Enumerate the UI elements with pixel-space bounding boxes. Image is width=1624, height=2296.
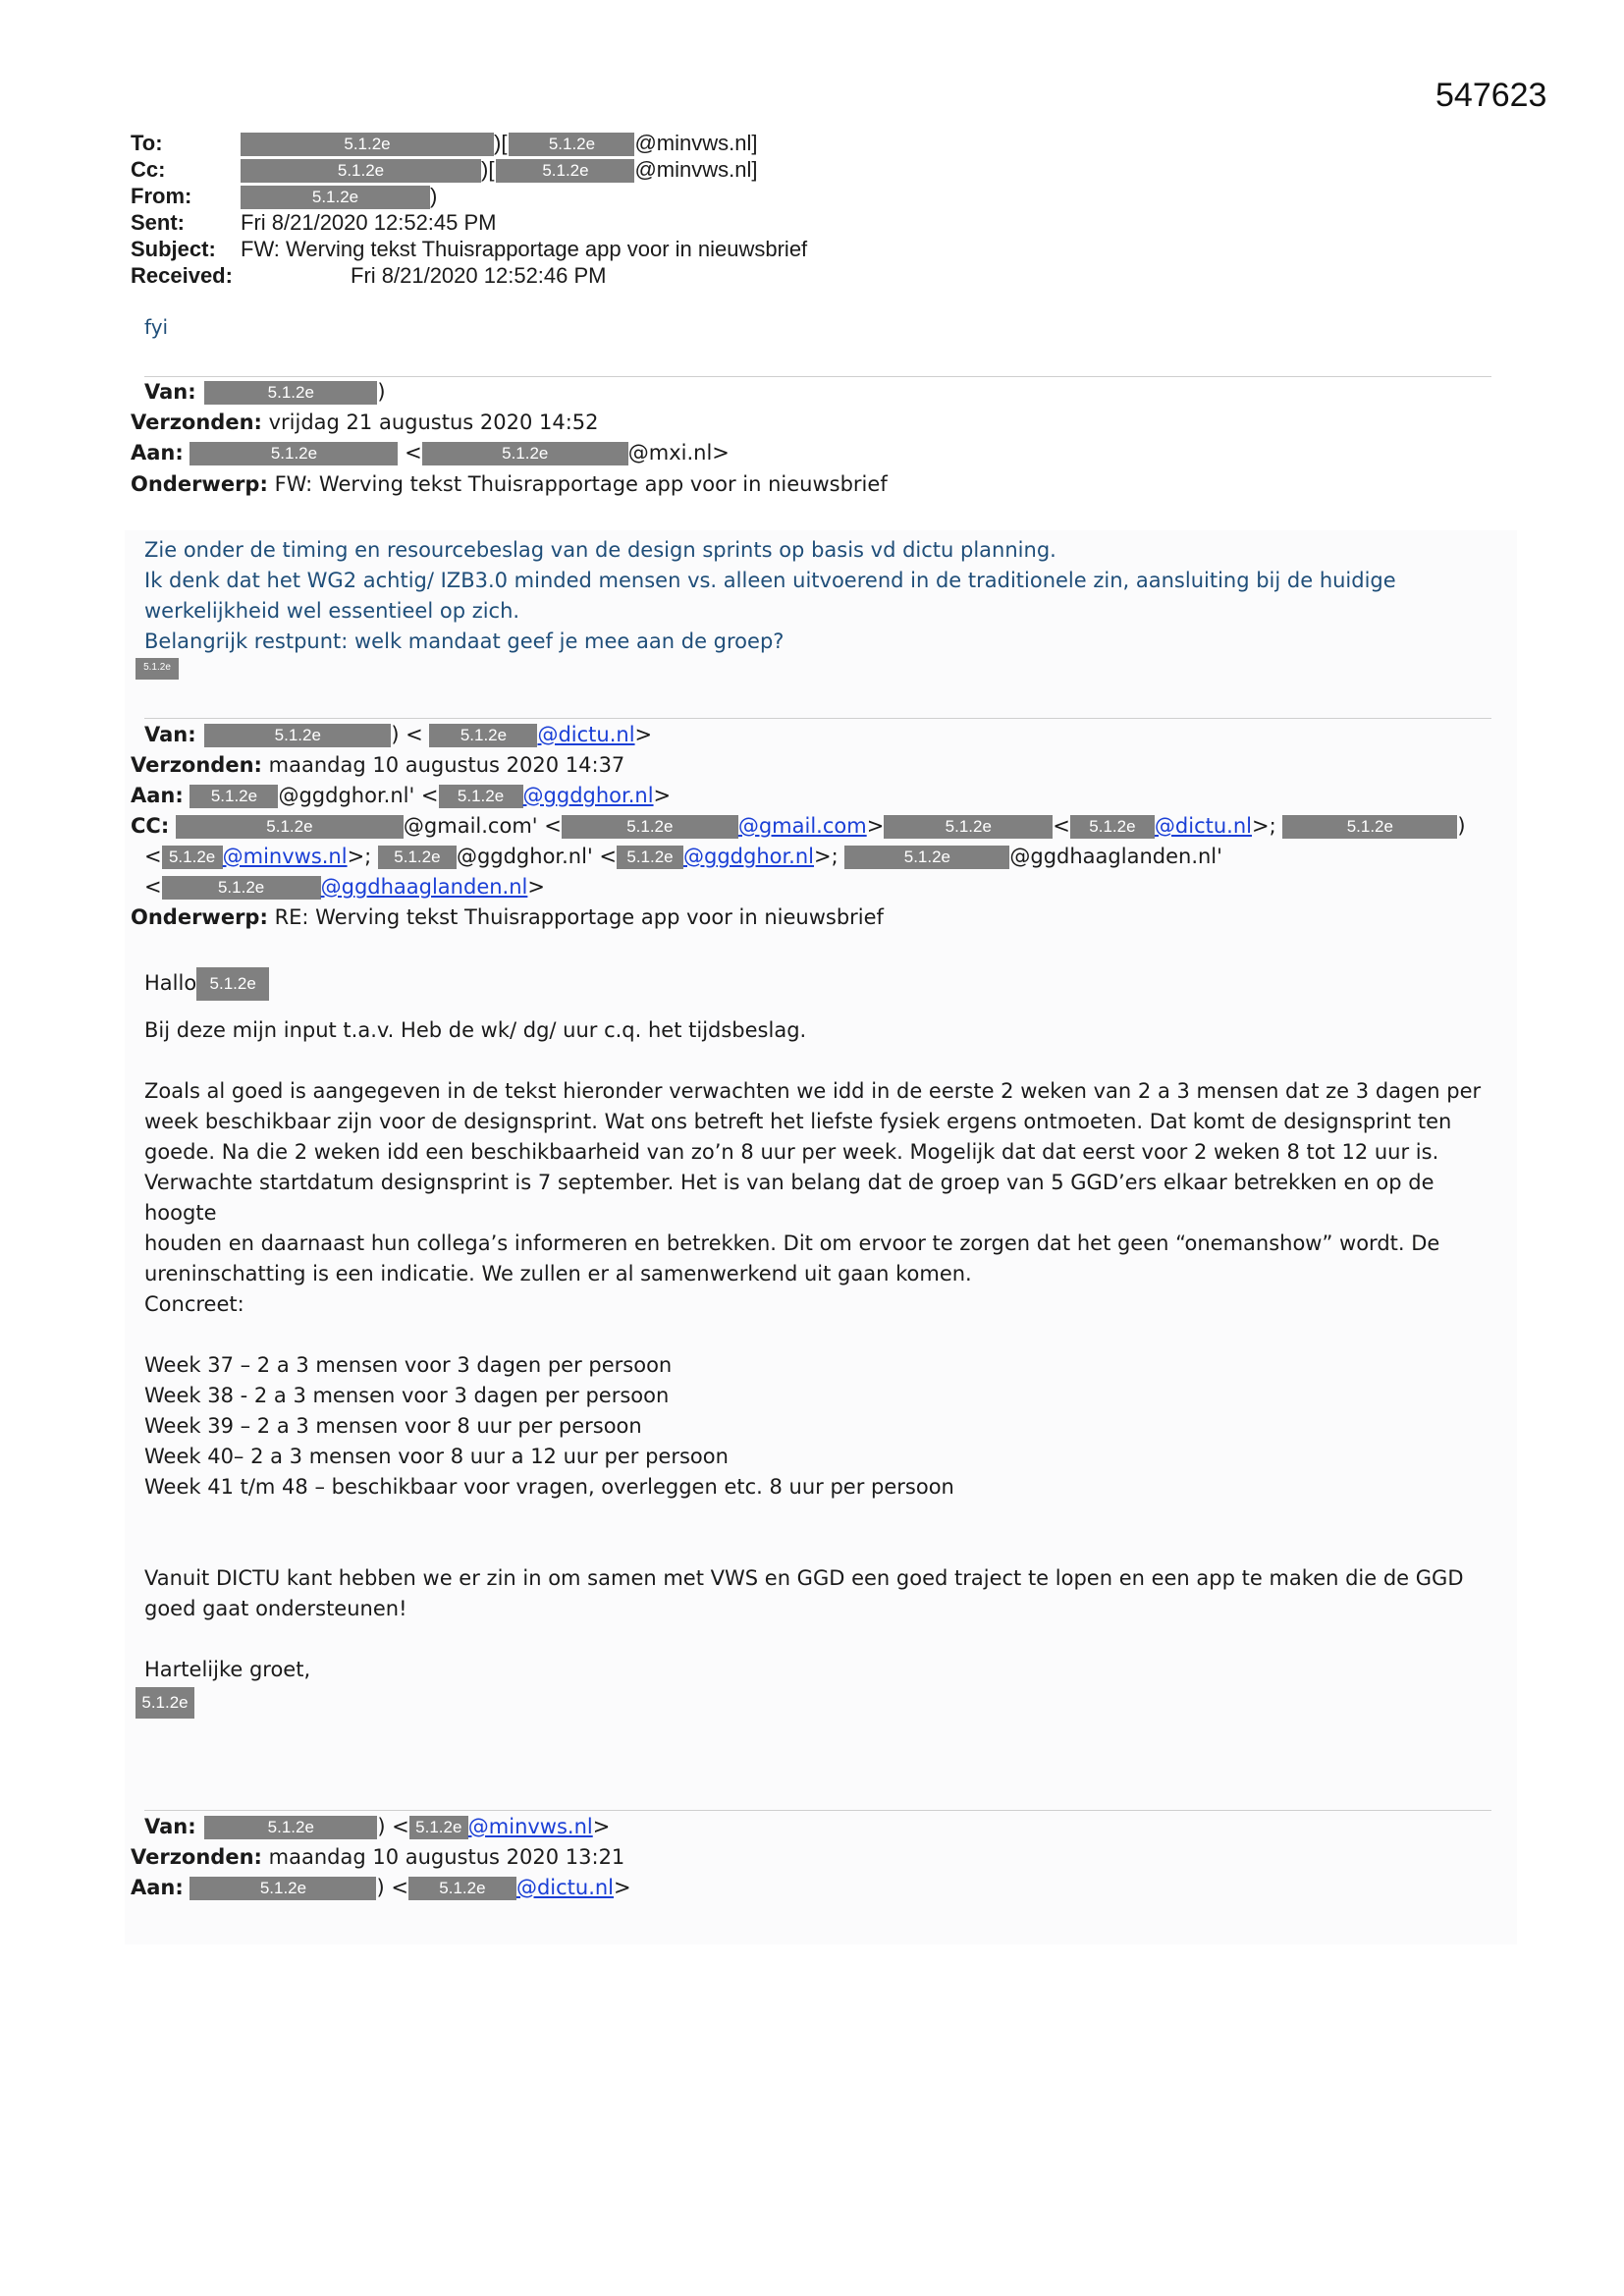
redaction: 5.1.2e (135, 1687, 194, 1719)
received-value: Fri 8/21/2020 12:52:46 PM (351, 263, 607, 288)
greeting: Hallo 5.1.2e (144, 967, 269, 1001)
msg2-verzonden-row: Verzonden: maandag 10 augustus 2020 14:37 (131, 753, 625, 777)
document-number: 547623 (1435, 77, 1547, 114)
msg1-van-row: Van: 5.1.2e ) (144, 380, 386, 404)
email-link[interactable]: @dictu.nl (1154, 814, 1252, 838)
redaction: 5.1.2e (176, 815, 404, 839)
email-link[interactable]: @minvws.nl (467, 1815, 593, 1838)
to-domain: @minvws.nl] (634, 131, 758, 155)
redaction: 5.1.2e (1282, 815, 1457, 839)
msg1-body: Zie onder de timing en resourcebeslag van de design sprints op basis vd dictu planning. Ik denk dat het WG2 achtig/ IZB3.0 minded mensen vs. alleen uitvoerend in de traditionele zin, aansluiting bij de huidige werkelijkheid wel essentieel op zich. Belangrijk restpunt: welk mandaat geef je mee aan de groep? (144, 538, 1396, 653)
week-schedule (144, 1350, 1499, 1503)
redaction: 5.1.2e (1070, 815, 1155, 839)
subject-value: FW: Werving tekst Thuisrapportage app voor in nieuwsbrief (241, 237, 808, 261)
closing-paragraph: Vanuit DICTU kant hebben we er zin in om samen met VWS en GGD een goed traject te lopen en een app te maken die de GGD goed gaat ondersteunen! (144, 1566, 1464, 1620)
msg2-aan-row: Aan: 5.1.2e @ggdghor.nl' < 5.1.2e @ggdghor.nl> (131, 784, 672, 807)
redaction: 5.1.2e (884, 815, 1053, 839)
redaction: 5.1.2e (241, 133, 494, 156)
redaction: 5.1.2e (241, 186, 430, 209)
msg2-van-row: Van: 5.1.2e ) < 5.1.2e @dictu.nl> (144, 723, 653, 746)
msg2-onderwerp-row: Onderwerp: RE: Werving tekst Thuisrapportage app voor in nieuwsbrief (131, 905, 884, 929)
email-link[interactable]: @ggdghor.nl (522, 784, 654, 807)
separator (144, 718, 1491, 719)
redaction: 5.1.2e (562, 815, 738, 839)
redaction: 5.1.2e (408, 1877, 516, 1900)
msg3-aan-row: Aan: 5.1.2e ) < 5.1.2e @dictu.nl> (131, 1876, 631, 1899)
planning-paragraph: Zoals al goed is aangegeven in de tekst hieronder verwachten we idd in de eerste 2 weken van 2 a 3 mensen dat ze 3 dagen per week beschikbaar zijn voor de designsprint. Wat ons betreft het liefste fysiek ergens ontmoeten. Dat komt de designsprint ten goede. Na die 2 weken idd een beschikbaarheid van zo’n 8 uur per week. Mogelijk dat dat eerst voor 2 weken 8 tot 12 uur is. Verwachte startdatum designsprint is 7 september. Het is van belang dat de groep van 5 GGD’ers elkaar betrekken en op de hoogte houden en daarnaast hun collega’s informeren en betrekken. Dit om ervoor te zorgen dat het geen “onemanshow” wordt. De ureninschatting is een indicatie. We zullen er al samenwerkend uit gaan komen. (144, 1079, 1482, 1285)
intro-paragraph: Bij deze mijn input t.a.v. Heb de wk/ dg/ uur c.q. het tijdsbeslag. (144, 1018, 807, 1042)
separator (144, 1810, 1491, 1811)
cc-label: Cc: (131, 157, 166, 182)
from-label: From: (131, 184, 192, 208)
week-item: Week 37 – 2 a 3 mensen voor 3 dagen per persoon (144, 1353, 673, 1377)
msg3-van-row: Van: 5.1.2e ) < 5.1.2e @minvws.nl> (144, 1815, 611, 1838)
redaction: 5.1.2e (496, 159, 634, 183)
to-label: To: (131, 131, 163, 155)
msg2-cc-row2: < 5.1.2e @minvws.nl>; 5.1.2e @ggdghor.nl' < 5.1.2e @ggdghor.nl>; 5.1.2e @ggdhaaglanden.nl' (144, 845, 1222, 868)
week-item: Week 38 - 2 a 3 mensen voor 3 dagen per persoon (144, 1384, 670, 1407)
redaction: 5.1.2e (189, 1877, 376, 1900)
redaction: 5.1.2e (378, 846, 457, 869)
cc-domain: @minvws.nl] (634, 157, 758, 182)
sent-value: Fri 8/21/2020 12:52:45 PM (241, 210, 497, 235)
week-item: Week 39 – 2 a 3 mensen voor 8 uur per persoon (144, 1414, 642, 1438)
email-link[interactable]: @ggdghor.nl (683, 845, 815, 868)
redaction: 5.1.2e (204, 381, 377, 405)
redaction: 5.1.2e (204, 724, 391, 747)
sent-label: Sent: (131, 210, 185, 235)
msg1-onderwerp-row: Onderwerp: FW: Werving tekst Thuisrapportage app voor in nieuwsbrief (131, 472, 888, 496)
separator (144, 376, 1491, 377)
redaction: 5.1.2e (617, 846, 683, 869)
email-link[interactable]: @ggdhaaglanden.nl (320, 875, 528, 899)
redaction: 5.1.2e (409, 1816, 468, 1839)
redaction: 5.1.2e (135, 658, 179, 680)
redaction: 5.1.2e (509, 133, 634, 156)
redaction: 5.1.2e (189, 442, 398, 465)
msg3-verzonden-row: Verzonden: maandag 10 augustus 2020 13:21 (131, 1845, 625, 1869)
redaction: 5.1.2e (429, 724, 537, 747)
redaction: 5.1.2e (241, 159, 481, 183)
msg2-cc-row1: CC: 5.1.2e @gmail.com' < 5.1.2e @gmail.com> 5.1.2e < 5.1.2e @dictu.nl>; 5.1.2e ) (131, 814, 1466, 838)
redaction: 5.1.2e (162, 846, 223, 869)
email-link[interactable]: @dictu.nl (515, 1876, 615, 1899)
email-link[interactable]: @dictu.nl (537, 723, 635, 746)
redaction: 5.1.2e (196, 967, 269, 1001)
email-link[interactable]: @gmail.com (737, 814, 867, 838)
msg2-cc-row3: < 5.1.2e @ggdhaaglanden.nl> (144, 875, 545, 899)
concreet-label: Concreet: (144, 1292, 244, 1316)
redaction: 5.1.2e (844, 846, 1009, 869)
redaction: 5.1.2e (162, 876, 321, 900)
week-item: Week 40– 2 a 3 mensen voor 8 uur a 12 uur per persoon (144, 1445, 729, 1468)
redaction: 5.1.2e (204, 1816, 377, 1839)
msg1-verzonden-row: Verzonden: vrijdag 21 augustus 2020 14:52 (131, 410, 599, 434)
redaction: 5.1.2e (189, 785, 278, 808)
email-link[interactable]: @minvws.nl (222, 845, 348, 868)
msg1-aan-row: Aan: 5.1.2e < 5.1.2e @mxi.nl> (131, 441, 730, 465)
received-label: Received: (131, 263, 233, 288)
fyi-note: fyi (144, 315, 169, 339)
redaction: 5.1.2e (439, 785, 523, 808)
week-item: Week 41 t/m 48 – beschikbaar voor vragen, overleggen etc. 8 uur per persoon (144, 1475, 954, 1499)
regards: Hartelijke groet, (144, 1658, 311, 1681)
redaction: 5.1.2e (422, 442, 628, 465)
subject-label: Subject: (131, 237, 216, 261)
